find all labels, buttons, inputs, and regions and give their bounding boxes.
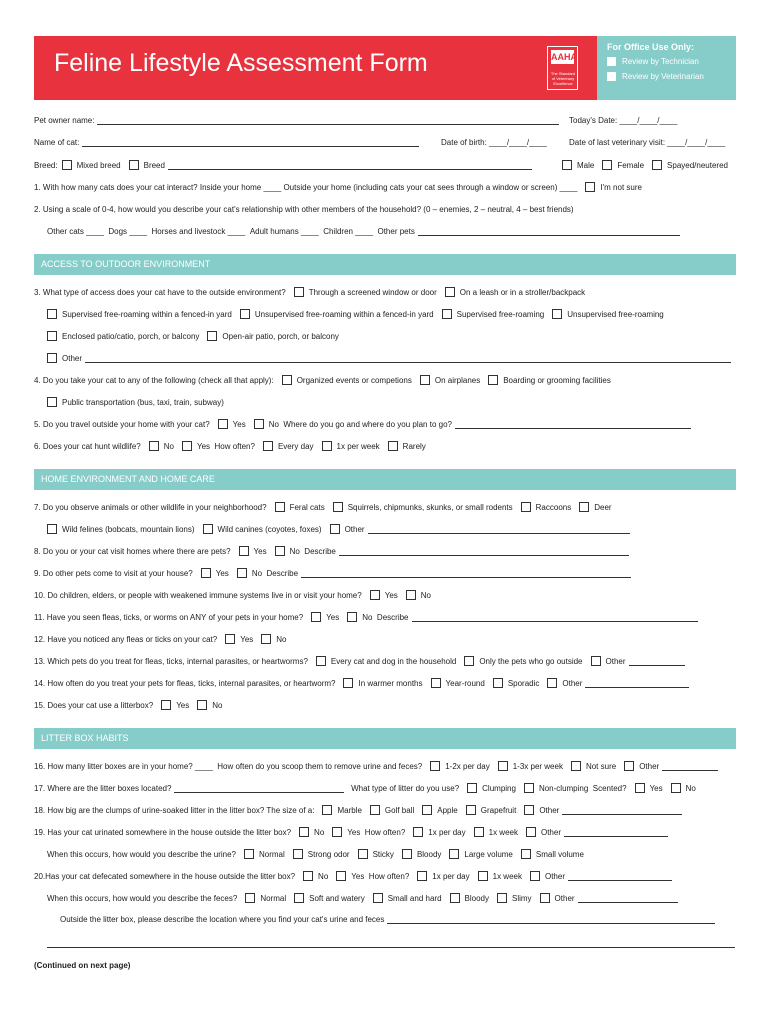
option-label: Deer xyxy=(594,502,612,512)
follow-label: Describe xyxy=(304,546,336,556)
checkbox[interactable] xyxy=(591,656,601,666)
mixed-breed-label: Mixed breed xyxy=(76,160,121,170)
cat-name-label: Name of cat: xyxy=(34,138,80,147)
question-15 xyxy=(34,700,222,710)
option-label: Normal xyxy=(259,849,285,859)
option-label: Bloody xyxy=(464,893,489,903)
other-field[interactable] xyxy=(585,679,689,688)
question-1-text: 1. With how many cats does your cat interact? Inside your home ____ Outside your home (including cats your cat sees through a window or screen) ____ xyxy=(34,182,578,192)
option-label: Supervised free-roaming xyxy=(456,309,545,319)
option-label: Other xyxy=(605,656,626,666)
today-date-row xyxy=(569,116,677,125)
option-label: Through a screened window or door xyxy=(308,287,437,297)
yes-label: Yes xyxy=(347,827,361,837)
location-field-continued[interactable] xyxy=(47,939,735,948)
describe-field[interactable] xyxy=(412,613,698,622)
no-label: No xyxy=(362,612,373,622)
checkbox[interactable] xyxy=(47,397,57,407)
option-label: Rarely xyxy=(402,441,426,451)
option-label: Unsupervised free-roaming within a fenced-in yard xyxy=(254,309,434,319)
no-label: No xyxy=(289,546,300,556)
form-header xyxy=(34,36,736,100)
cat-name-field[interactable] xyxy=(82,138,419,147)
option-label: Public transportation (bus, taxi, train, subway) xyxy=(62,397,224,407)
question-1 xyxy=(34,182,642,192)
breed-label: Breed: xyxy=(34,160,58,170)
option-label: Raccoons xyxy=(535,502,572,512)
breed-checkbox[interactable] xyxy=(129,160,139,170)
breed-option-label: Breed xyxy=(143,160,165,170)
checkbox[interactable] xyxy=(547,678,557,688)
checkbox[interactable] xyxy=(540,893,550,903)
question-16-text: 16. How many litter boxes are in your home? ____ xyxy=(34,761,213,771)
checkbox[interactable] xyxy=(275,502,285,512)
question-10-text: 10. Do children, elders, or people with weakened immune systems live in or visit your home? xyxy=(34,590,362,600)
q2-horses: Horses and livestock ____ xyxy=(151,227,246,236)
option-label: 1-2x per day xyxy=(445,761,490,771)
dob-row xyxy=(441,138,547,147)
last-visit-row xyxy=(569,138,725,147)
checkbox[interactable] xyxy=(464,656,474,666)
question-17 xyxy=(34,783,696,793)
logo-text: AAHA xyxy=(551,52,577,62)
q2-children: Children ____ xyxy=(323,227,374,236)
owner-name-label: Pet owner name: xyxy=(34,116,95,125)
describe-field[interactable] xyxy=(339,547,629,556)
follow-label: How often do you scoop them to remove urine and feces? xyxy=(217,761,423,771)
question-3-text: 3. What type of access does your cat have to the outside environment? xyxy=(34,287,286,297)
follow-label: Describe xyxy=(376,612,409,622)
follow-label: Where do you go and where do you plan to go? xyxy=(283,419,452,429)
question-7-text: 7. Do you observe animals or other wildlife in your neighborhood? xyxy=(34,502,267,512)
checkbox[interactable] xyxy=(497,893,507,903)
question-19-sub-text: When this occurs, how would you describe the urine? xyxy=(47,849,236,859)
question-13 xyxy=(34,656,685,666)
question-9-text: 9. Do other pets come to visit at your house? xyxy=(34,568,193,578)
yes-checkbox[interactable] xyxy=(182,441,192,451)
checkbox[interactable] xyxy=(294,287,304,297)
no-checkbox[interactable] xyxy=(261,634,271,644)
office-review-veterinarian: Review by Veterinarian xyxy=(607,72,704,81)
checkbox[interactable] xyxy=(370,805,380,815)
option-label: Other xyxy=(554,893,575,903)
destination-field[interactable] xyxy=(455,420,691,429)
question-20 xyxy=(34,871,672,881)
question-8 xyxy=(34,546,629,556)
question-12 xyxy=(34,634,287,644)
dob-field[interactable]: ____/____/____ xyxy=(489,138,547,147)
checkbox[interactable] xyxy=(316,656,326,666)
option-label: Marble xyxy=(337,805,362,815)
checkbox[interactable] xyxy=(47,353,57,363)
yes-checkbox[interactable] xyxy=(161,700,171,710)
no-label: No xyxy=(685,783,696,793)
question-20-location-line2 xyxy=(47,939,735,948)
checkbox[interactable] xyxy=(420,375,430,385)
continued-note: (Continued on next page) xyxy=(34,961,131,970)
follow-label: What type of litter do you use? xyxy=(351,783,460,793)
question-11-text: 11. Have you seen fleas, ticks, or worms on ANY of your pets in your home? xyxy=(34,612,304,622)
yes-checkbox[interactable] xyxy=(218,419,228,429)
female-checkbox[interactable] xyxy=(602,160,612,170)
option-label: Enclosed patio/catio, porch, or balcony xyxy=(62,331,200,341)
other-field[interactable] xyxy=(568,872,672,881)
yes-label: Yes xyxy=(232,419,246,429)
question-3 xyxy=(34,287,585,297)
other-field[interactable] xyxy=(564,828,668,837)
checkbox[interactable] xyxy=(244,849,254,859)
question-9 xyxy=(34,568,631,578)
option-label: Boarding or grooming facilities xyxy=(503,375,611,385)
question-5 xyxy=(34,419,691,429)
question-12-text: 12. Have you noticed any fleas or ticks on your cat? xyxy=(34,634,218,644)
checkbox[interactable] xyxy=(493,678,503,688)
logo-tagline: The Standard of Veterinary Excellence xyxy=(550,71,576,86)
section-outdoor: ACCESS TO OUTDOOR ENVIRONMENT xyxy=(34,254,736,275)
option-label: Feral cats xyxy=(289,502,325,512)
question-3-row2 xyxy=(47,309,664,319)
option-label: Small volume xyxy=(535,849,584,859)
checkbox[interactable] xyxy=(607,72,616,81)
option-label: Sporadic xyxy=(507,678,540,688)
checkbox[interactable] xyxy=(203,524,213,534)
no-label: No xyxy=(163,441,174,451)
checkbox[interactable] xyxy=(47,524,57,534)
checkbox[interactable] xyxy=(240,309,250,319)
last-visit-label: Date of last veterinary visit: xyxy=(569,138,666,147)
no-checkbox[interactable] xyxy=(149,441,159,451)
question-19-sub xyxy=(47,849,584,859)
option-label: Every cat and dog in the household xyxy=(330,656,457,666)
option-label: Wild canines (coyotes, foxes) xyxy=(217,524,322,534)
describe-field[interactable] xyxy=(301,569,631,578)
sex-row xyxy=(562,160,728,170)
checkbox[interactable] xyxy=(207,331,217,341)
yes-checkbox[interactable] xyxy=(332,827,342,837)
checkbox[interactable] xyxy=(322,441,332,451)
question-20-sub xyxy=(47,893,678,903)
checkbox[interactable] xyxy=(521,502,531,512)
checkbox[interactable] xyxy=(474,827,484,837)
option-label: Apple xyxy=(437,805,458,815)
dob-label: Date of birth: xyxy=(441,138,487,147)
checkbox[interactable] xyxy=(449,849,459,859)
question-20-location xyxy=(60,915,715,924)
no-label: No xyxy=(251,568,263,578)
option-label: Large volume xyxy=(464,849,513,859)
no-checkbox[interactable] xyxy=(299,827,309,837)
checkbox[interactable] xyxy=(333,502,343,512)
section-litter: LITTER BOX HABITS xyxy=(34,728,736,749)
checkbox[interactable] xyxy=(294,893,304,903)
q2-other-pets-field[interactable] xyxy=(418,227,680,236)
question-2 xyxy=(34,205,574,214)
other-field[interactable] xyxy=(629,657,685,666)
location-field[interactable] xyxy=(387,915,715,924)
checkbox[interactable] xyxy=(430,761,440,771)
checkbox[interactable] xyxy=(526,827,536,837)
option-label: Other xyxy=(62,353,83,363)
no-checkbox[interactable] xyxy=(275,546,285,556)
option-label: Normal xyxy=(260,893,287,903)
office-use-title: For Office Use Only: xyxy=(607,42,695,52)
owner-name-field[interactable] xyxy=(97,116,559,125)
yes-label: Yes xyxy=(196,441,211,451)
option-label: Golf ball xyxy=(384,805,415,815)
question-20-location-text: Outside the litter box, please describe the location where you find your cat's urine and feces xyxy=(60,915,385,924)
checkbox[interactable] xyxy=(524,805,534,815)
option-label: Other xyxy=(544,871,565,881)
checkbox[interactable] xyxy=(282,375,292,385)
checkbox[interactable] xyxy=(552,309,562,319)
option-label: Every day xyxy=(277,441,314,451)
option-label: Organized events or competions xyxy=(296,375,412,385)
option-label: 1x per day xyxy=(428,827,466,837)
aaha-logo xyxy=(547,46,578,90)
follow-label: How often? xyxy=(368,871,410,881)
checkbox[interactable] xyxy=(422,805,432,815)
option-label: Other xyxy=(344,524,365,534)
checkbox[interactable] xyxy=(245,893,255,903)
other-field[interactable] xyxy=(578,894,678,903)
office-review-technician: Review by Technician xyxy=(607,57,699,66)
spayed-checkbox[interactable] xyxy=(652,160,662,170)
checkbox[interactable] xyxy=(521,849,531,859)
breed-row xyxy=(34,160,532,170)
question-19-text: 19. Has your cat urinated somewhere in the house outside the litter box? xyxy=(34,827,292,837)
checkbox[interactable] xyxy=(450,893,460,903)
checkbox[interactable] xyxy=(466,805,476,815)
option-label: Other xyxy=(539,805,560,815)
option-label: In warmer months xyxy=(358,678,423,688)
checkbox[interactable] xyxy=(431,678,441,688)
checkbox[interactable] xyxy=(624,761,634,771)
yes-checkbox[interactable] xyxy=(201,568,211,578)
option-label: Grapefruit xyxy=(480,805,517,815)
option-label: Sticky xyxy=(372,849,394,859)
yes-checkbox[interactable] xyxy=(336,871,346,881)
checkbox[interactable] xyxy=(388,441,398,451)
yes-checkbox[interactable] xyxy=(370,590,380,600)
checkbox[interactable] xyxy=(330,524,340,534)
question-13-text: 13. Which pets do you treat for fleas, ticks, internal parasites, or heartworms? xyxy=(34,656,308,666)
no-checkbox[interactable] xyxy=(237,568,247,578)
yes-checkbox[interactable] xyxy=(635,783,645,793)
no-checkbox[interactable] xyxy=(671,783,681,793)
option-label: Other xyxy=(562,678,583,688)
title-banner xyxy=(34,36,597,100)
option-label: 1x week xyxy=(492,871,522,881)
question-18-text: 18. How big are the clumps of urine-soaked litter in the litter box? The size of a: xyxy=(34,805,315,815)
checkbox[interactable] xyxy=(47,309,57,319)
option-label: Unsupervised free-roaming xyxy=(567,309,664,319)
yes-label: Yes xyxy=(649,783,663,793)
question-4-row2 xyxy=(47,397,224,407)
spayed-label: Spayed/neutered xyxy=(667,160,728,170)
question-14 xyxy=(34,678,689,688)
form-title: Feline Lifestyle Assessment Form xyxy=(54,49,428,77)
checkbox[interactable] xyxy=(373,893,383,903)
option-label: Other xyxy=(639,761,660,771)
mixed-breed-checkbox[interactable] xyxy=(62,160,72,170)
checkbox[interactable] xyxy=(498,761,508,771)
option-label: Slimy xyxy=(511,893,532,903)
question-17-text: 17. Where are the litter boxes located? xyxy=(34,783,172,793)
other-field[interactable] xyxy=(85,354,731,363)
checkbox[interactable] xyxy=(579,502,589,512)
option-label: Non-clumping xyxy=(538,783,589,793)
option-label: Not sure xyxy=(585,761,617,771)
question-19 xyxy=(34,827,668,837)
other-field[interactable] xyxy=(562,806,682,815)
question-11 xyxy=(34,612,698,622)
no-label: No xyxy=(420,590,432,600)
option-label: Only the pets who go outside xyxy=(479,656,583,666)
no-checkbox[interactable] xyxy=(406,590,416,600)
no-label: No xyxy=(318,871,329,881)
scented-label: Scented? xyxy=(592,783,627,793)
checkbox[interactable] xyxy=(322,805,332,815)
option-label: 1x per day xyxy=(432,871,470,881)
option-label: Clumping xyxy=(482,783,516,793)
yes-checkbox[interactable] xyxy=(225,634,235,644)
female-label: Female xyxy=(617,160,645,170)
checkbox[interactable] xyxy=(413,827,423,837)
yes-label: Yes xyxy=(253,546,267,556)
option-label: 1x per week xyxy=(336,441,380,451)
checkbox[interactable] xyxy=(442,309,452,319)
yes-label: Yes xyxy=(351,871,365,881)
no-label: No xyxy=(276,634,287,644)
yes-label: Yes xyxy=(176,700,190,710)
q2-dogs: Dogs ____ xyxy=(108,227,148,236)
option-label: Soft and watery xyxy=(309,893,365,903)
question-20-sub-text: When this occurs, how would you describe the feces? xyxy=(47,893,238,903)
today-date-label: Today's Date: xyxy=(569,116,618,125)
checkbox[interactable] xyxy=(263,441,273,451)
no-label: No xyxy=(314,827,325,837)
owner-name-row xyxy=(34,116,559,125)
q2-other-pets: Other pets xyxy=(377,227,415,236)
question-7 xyxy=(34,502,612,512)
option-label: Other xyxy=(540,827,561,837)
checkbox[interactable] xyxy=(530,871,540,881)
yes-label: Yes xyxy=(215,568,229,578)
option-label: On a leash or in a stroller/backpack xyxy=(459,287,586,297)
checkbox[interactable] xyxy=(467,783,477,793)
checkbox[interactable] xyxy=(343,678,353,688)
question-6-text: 6. Does your cat hunt wildlife? xyxy=(34,441,141,451)
question-2-text: 2. Using a scale of 0-4, how would you describe your cat's relationship with other members of the household? (0 – enemies, 2 – neutral, 4 – best friends) xyxy=(34,205,574,214)
no-checkbox[interactable] xyxy=(303,871,313,881)
question-8-text: 8. Do you or your cat visit homes where there are pets? xyxy=(34,546,231,556)
checkbox[interactable] xyxy=(607,57,616,66)
no-checkbox[interactable] xyxy=(347,612,357,622)
checkbox[interactable] xyxy=(47,331,57,341)
question-14-text: 14. How often do you treat your pets for fleas, ticks, internal parasites, or heartworm? xyxy=(34,678,336,688)
option-label: Strong odor xyxy=(307,849,350,859)
follow-label: How often? xyxy=(214,441,255,451)
yes-checkbox[interactable] xyxy=(311,612,321,622)
question-3-row3 xyxy=(47,331,339,341)
option-label: Squirrels, chipmunks, skunks, or small rodents xyxy=(347,502,513,512)
no-label: No xyxy=(268,419,279,429)
other-field[interactable] xyxy=(662,762,718,771)
no-checkbox[interactable] xyxy=(254,419,264,429)
option-label: 1-3x per week xyxy=(512,761,563,771)
option-label: Year-round xyxy=(445,678,485,688)
option-label: Bloody xyxy=(416,849,442,859)
question-5-text: 5. Do you travel outside your home with your cat? xyxy=(34,419,210,429)
follow-label: How often? xyxy=(364,827,406,837)
option-label: Open-air patio, porch, or balcony xyxy=(222,331,339,341)
checkbox[interactable] xyxy=(402,849,412,859)
other-field[interactable] xyxy=(368,525,630,534)
today-date-field[interactable]: ____/____/____ xyxy=(619,116,678,125)
no-checkbox[interactable] xyxy=(197,700,207,710)
q2-adults: Adult humans ____ xyxy=(249,227,319,236)
option-label: 1x week xyxy=(488,827,518,837)
cat-name-row xyxy=(34,138,419,147)
yes-label: Yes xyxy=(326,612,340,622)
follow-label: Describe xyxy=(266,568,299,578)
question-18 xyxy=(34,805,682,815)
question-10 xyxy=(34,590,431,600)
question-2-parts xyxy=(47,227,680,236)
male-checkbox[interactable] xyxy=(562,160,572,170)
checkbox[interactable] xyxy=(445,287,455,297)
not-sure-checkbox[interactable] xyxy=(585,182,595,192)
checkbox[interactable] xyxy=(571,761,581,771)
location-field[interactable] xyxy=(174,784,344,793)
option-label: Supervised free-roaming within a fenced-in yard xyxy=(62,309,232,319)
question-16 xyxy=(34,761,718,771)
question-3-row4 xyxy=(47,353,731,363)
checkbox[interactable] xyxy=(293,849,303,859)
option-label: On airplanes xyxy=(434,375,481,385)
q2-other-cats: Other cats ____ xyxy=(47,227,104,236)
yes-label: Yes xyxy=(240,634,254,644)
breed-field[interactable] xyxy=(168,161,532,170)
question-20-text: 20.Has your cat defecated somewhere in the house outside the litter box? xyxy=(34,871,296,881)
checkbox[interactable] xyxy=(478,871,488,881)
option-label: Wild felines (bobcats, mountain lions) xyxy=(62,524,195,534)
no-label: No xyxy=(212,700,223,710)
checkbox[interactable] xyxy=(488,375,498,385)
last-visit-field[interactable]: ____/____/____ xyxy=(667,138,726,147)
question-6 xyxy=(34,441,426,451)
section-home: HOME ENVIRONMENT AND HOME CARE xyxy=(34,469,736,490)
not-sure-label: I'm not sure xyxy=(600,182,642,192)
question-4 xyxy=(34,375,611,385)
checkbox[interactable] xyxy=(524,783,534,793)
checkbox[interactable] xyxy=(417,871,427,881)
office-use-panel xyxy=(597,36,736,100)
yes-checkbox[interactable] xyxy=(239,546,249,556)
checkbox[interactable] xyxy=(358,849,368,859)
yes-label: Yes xyxy=(384,590,398,600)
option-label: Small and hard xyxy=(387,893,442,903)
question-4-text: 4. Do you take your cat to any of the following (check all that apply): xyxy=(34,375,274,385)
question-15-text: 15. Does your cat use a litterbox? xyxy=(34,700,154,710)
male-label: Male xyxy=(577,160,595,170)
question-7-row2 xyxy=(47,524,630,534)
